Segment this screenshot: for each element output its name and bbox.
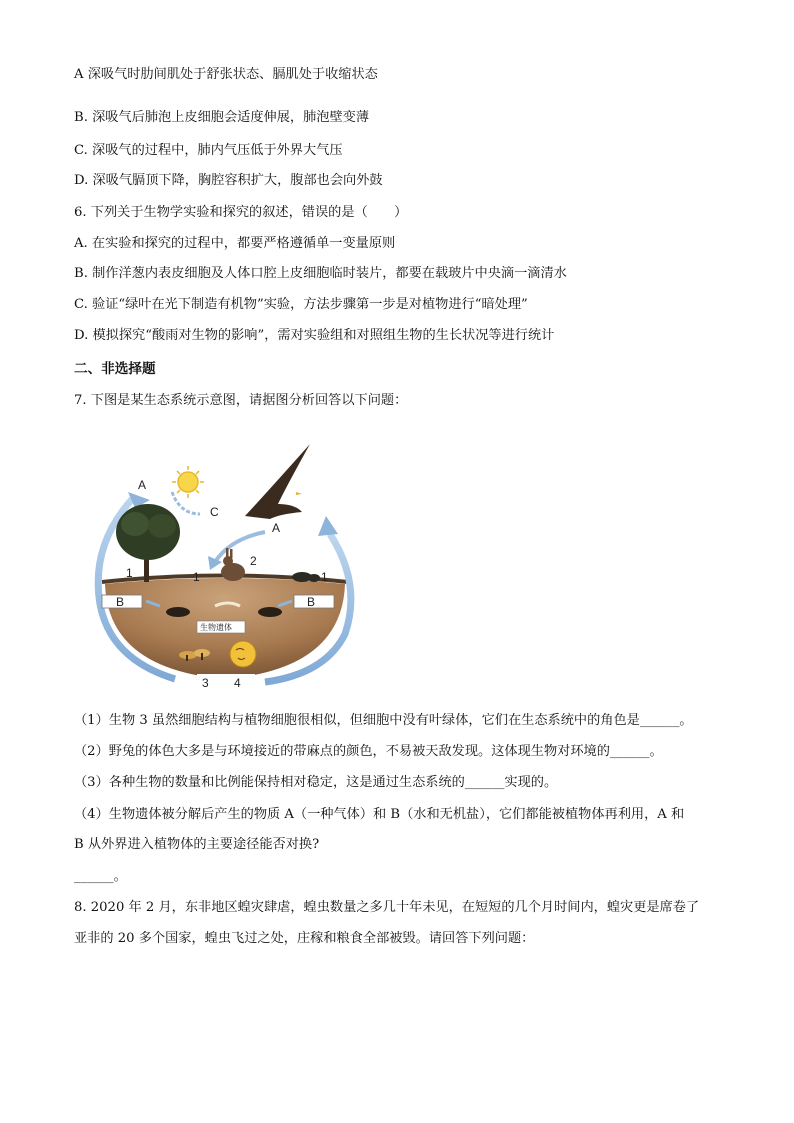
label-b-right: B [307,595,316,609]
q5-option-c: C. 深吸气的过程中，肺内气压低于外界大气压 [74,143,343,158]
soil-organism-left [166,607,190,617]
bacteria-icon [230,641,256,667]
q7-sub4-line2: B 从外界进入植物体的主要途径能否对换? [74,837,320,852]
label-a-right: A [272,521,281,535]
q5-option-b: B. 深吸气后肺泡上皮细胞会适度伸展，肺泡壁变薄 [74,110,370,125]
q5-option-d: D. 深吸气膈顶下降，胸腔容积扩大，腹部也会向外鼓 [74,173,383,188]
q7-sub1: （1）生物 3 虽然细胞结构与植物细胞很相似，但细胞中没有叶绿体，它们在生态系统中的角色是______。 [74,713,693,728]
ecosystem-diagram [80,434,370,690]
q5-option-a: A 深吸气时肋间肌处于舒张状态、膈肌处于收缩状态 [74,67,378,82]
label-c: C [210,505,219,519]
q6-option-a: A. 在实验和探究的过程中，都要严格遵循单一变量原则 [74,236,396,251]
sun-icon [178,472,198,492]
q6-option-b: B. 制作洋葱内表皮细胞及人体口腔上皮细胞临时装片，都要在载玻片中央滴一滴清水 [74,266,567,281]
label-1-mid: 1 [193,570,200,584]
sunlight-arrow [172,492,200,514]
q6-stem: 6. 下列关于生物学实验和探究的叙述，错误的是（ ） [74,205,408,220]
q8-line2: 亚非的 20 多个国家，蝗虫飞过之处，庄稼和粮食全部被毁。请回答下列问题： [74,931,535,946]
bush-icon [292,572,320,582]
label-3: 3 [202,676,209,690]
q8-line1: 8. 2020 年 2 月，东非地区蝗灾肆虐，蝗虫数量之多几十年未见，在短短的几个月时间内，蝗灾更是席卷了 [74,900,700,915]
rabbit-arrow [215,532,265,562]
soil-organism-right [258,607,282,617]
q6-option-d: D. 模拟探究“酸雨对生物的影响”，需对实验组和对照组生物的生长状况等进行统计 [74,328,555,343]
label-b-left: B [116,595,125,609]
q7-sub2: （2）野兔的体色大多是与环境接近的带麻点的颜色，不易被天敌发现。这体现生物对环境的______。 [74,744,663,759]
right-arrowhead [318,516,338,536]
section-title: 二、非选择题 [74,361,156,377]
q6-option-c: C. 验证“绿叶在光下制造有机物”实验，方法步骤第一步是对植物进行“暗处理” [74,297,528,312]
label-remains: 生物遗体 [200,623,232,632]
eagle-icon [245,444,310,519]
label-1-right: 1 [321,570,328,584]
q7-sub4-answer-blank: ______。 [74,869,127,884]
label-1-left: 1 [126,566,133,580]
label-2: 2 [250,554,257,568]
label-a-left: A [138,478,147,492]
ecosystem-figure [80,434,370,690]
label-4: 4 [234,676,241,690]
q7-sub3: （3）各种生物的数量和比例能保持相对稳定，这是通过生态系统的______实现的。 [74,775,558,790]
q7-stem: 7. 下图是某生态系统示意图，请据图分析回答以下问题： [74,393,408,408]
q7-sub4-line1: （4）生物遗体被分解后产生的物质 A（一种气体）和 B（水和无机盐），它们都能被植物体再利用，A 和 [74,807,685,822]
